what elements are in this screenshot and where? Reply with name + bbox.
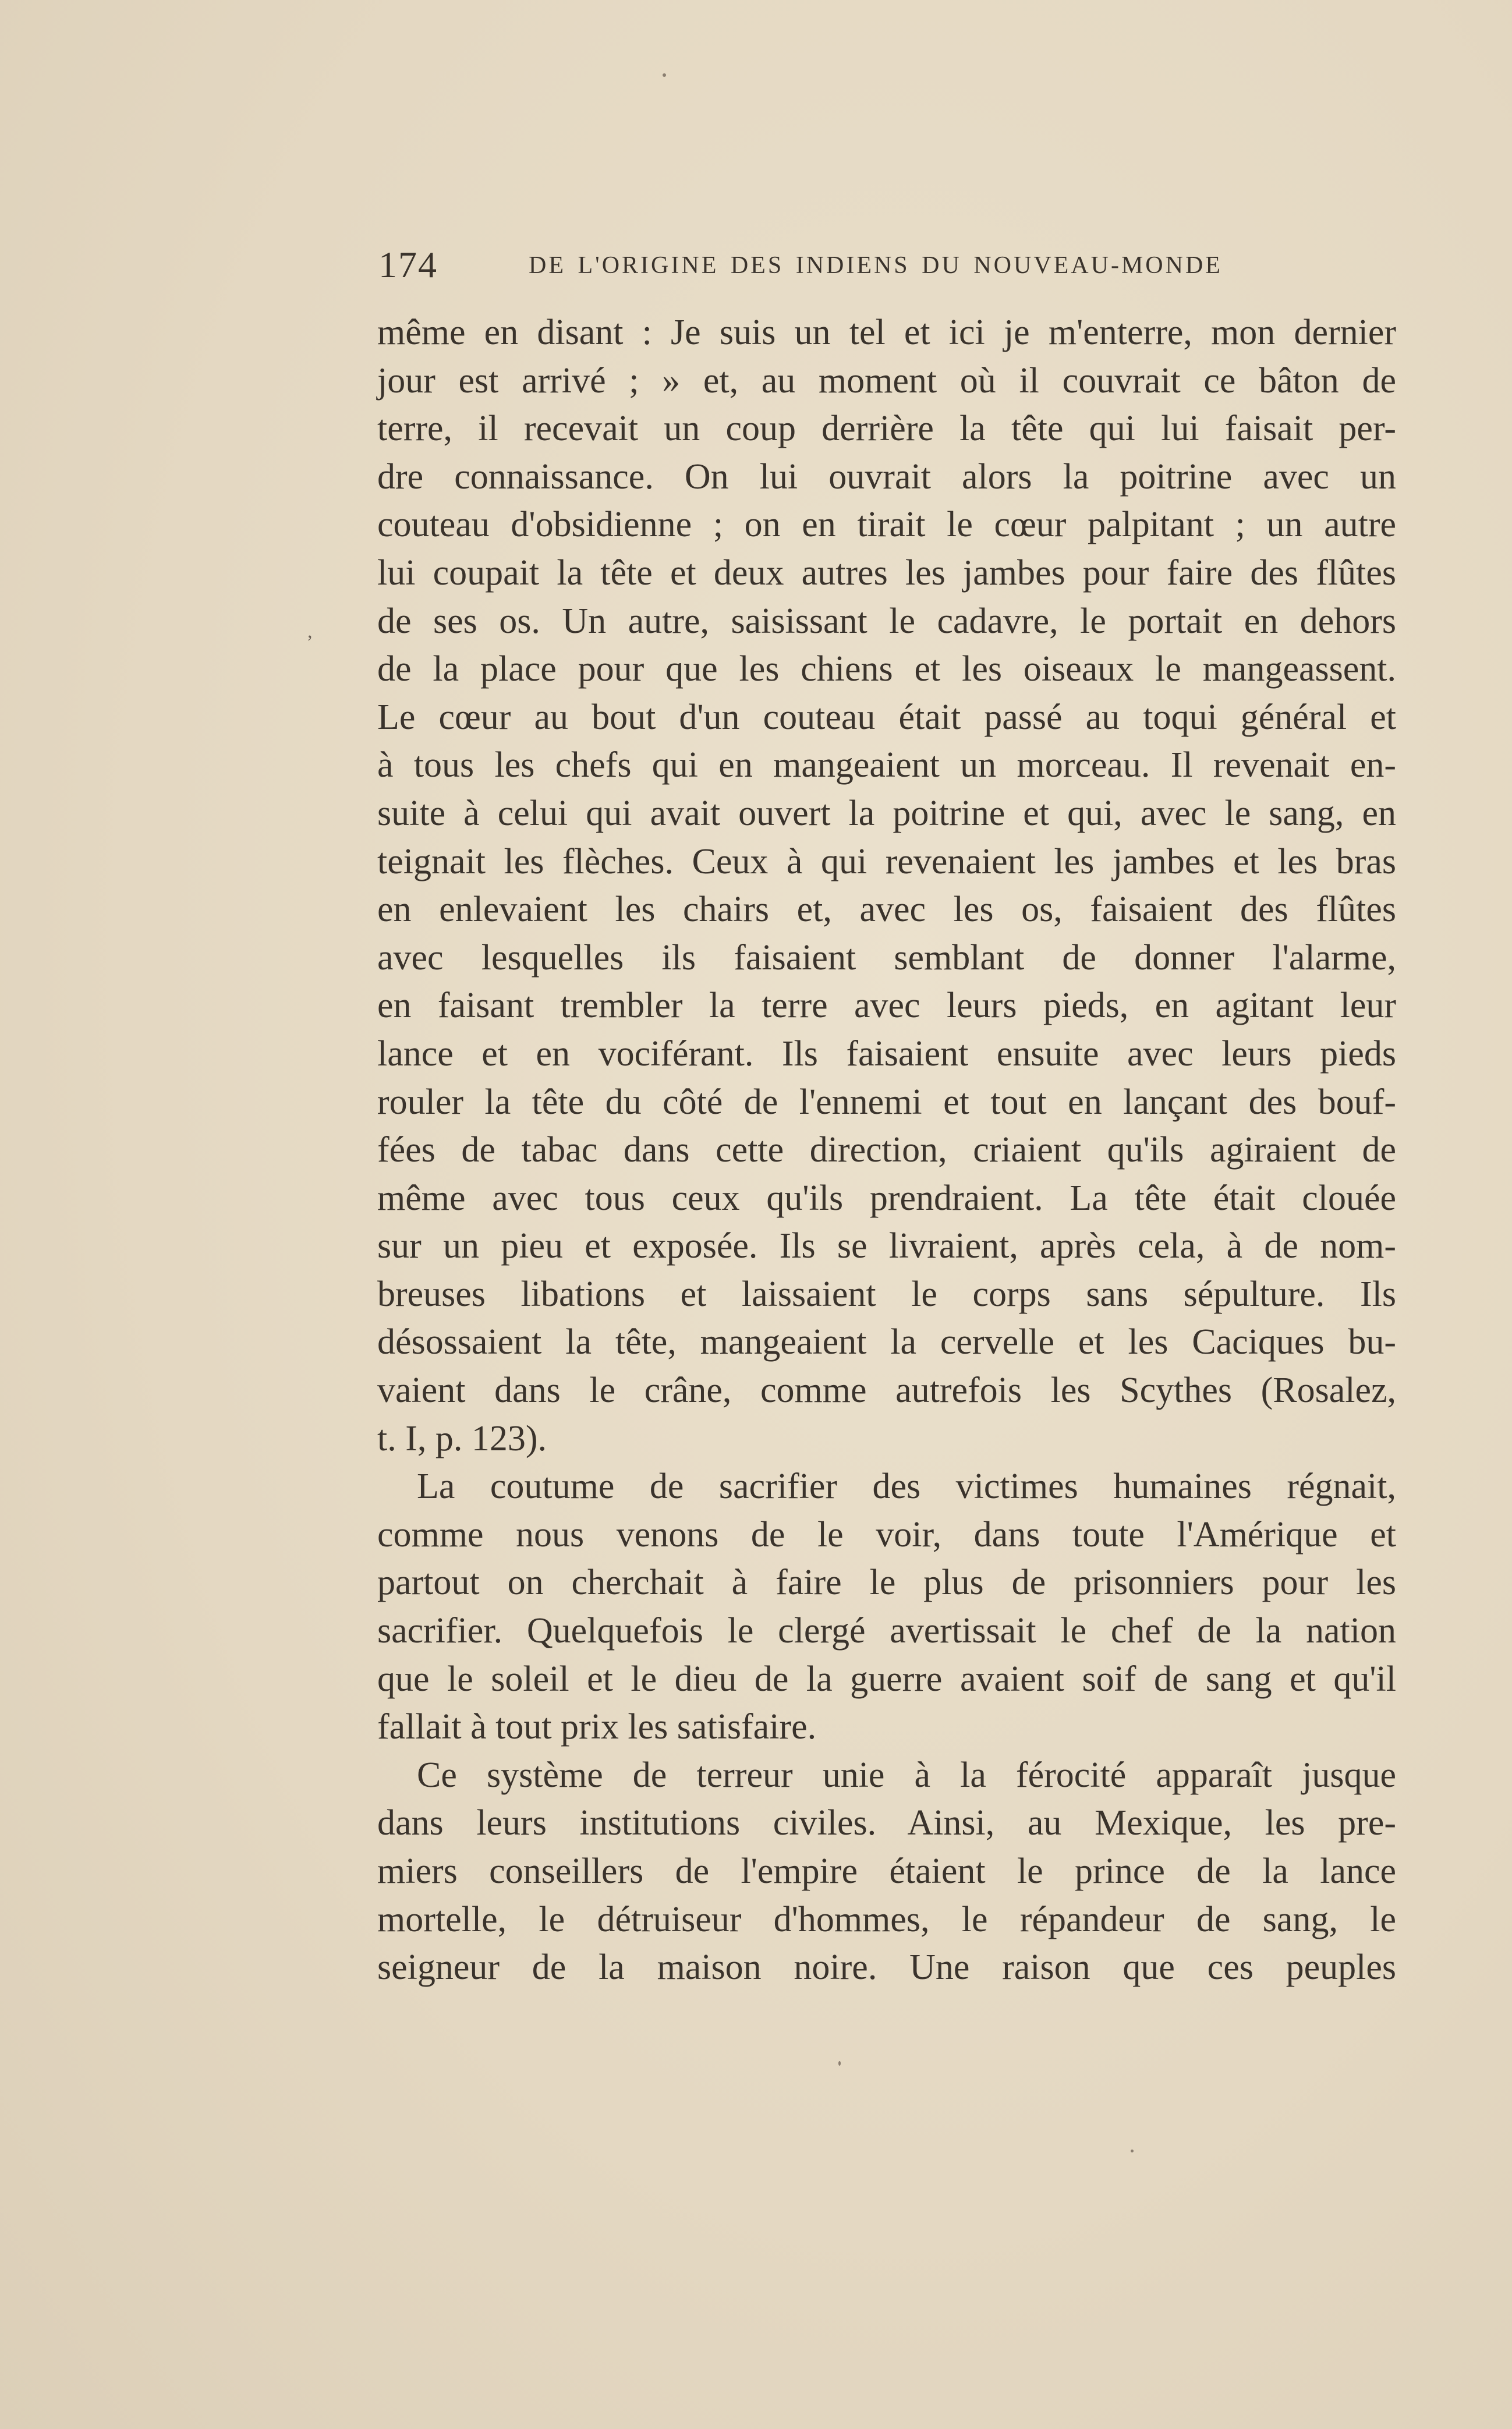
text-line: vaient dans le crâne, comme autrefois les Scythes (Rosalez, (377, 1371, 1396, 1411)
text-line: lui coupait la tête et deux autres les jambes pour faire des flûtes (377, 553, 1396, 593)
text-line: miers conseillers de l'empire étaient le prince de la lance (377, 1851, 1396, 1891)
text-line: t. I, p. 123). (377, 1418, 547, 1458)
paper-speck (838, 2061, 841, 2066)
text-line: comme nous venons de le voir, dans toute l'Amérique et (377, 1514, 1396, 1555)
text-line: Ce système de terreur unie à la férocité apparaît jusque (417, 1755, 1396, 1795)
text-line: de ses os. Un autre, saisissant le cadavre, le portait en dehors (377, 601, 1396, 641)
text-line: jour est arrivé ; » et, au moment où il couvrait ce bâton de (377, 360, 1396, 401)
text-line: même en disant : Je suis un tel et ici je m'enterre, mon dernier (377, 313, 1396, 352)
margin-mark: , (307, 621, 313, 642)
body-text (377, 309, 1396, 1992)
text-line: à tous les chefs qui en mangeaient un morceau. Il revenait en- (377, 745, 1396, 785)
text-line: suite à celui qui avait ouvert la poitrine et qui, avec le sang, en (377, 793, 1396, 833)
text-line: que le soleil et le dieu de la guerre avaient soif de sang et qu'il (377, 1659, 1396, 1699)
text-line: couteau d'obsidienne ; on en tirait le cœur palpitant ; un autre (377, 505, 1396, 545)
text-line: désossaient la tête, mangeaient la cervelle et les Caciques bu- (377, 1322, 1396, 1362)
text-line: mortelle, le détruiseur d'hommes, le répandeur de sang, le (377, 1899, 1396, 1939)
running-title: DE L'ORIGINE DES INDIENS DU NOUVEAU-MONDE (529, 252, 1223, 279)
text-line: fallait à tout prix les satisfaire. (377, 1707, 817, 1747)
text-line: breuses libations et laissaient le corps sans sépulture. Ils (377, 1274, 1396, 1314)
running-head (378, 243, 1397, 290)
text-line: fées de tabac dans cette direction, criaient qu'ils agiraient de (377, 1130, 1396, 1170)
page-number: 174 (378, 244, 438, 285)
text-line: dans leurs institutions civiles. Ainsi, au Mexique, les pre- (377, 1803, 1396, 1843)
text-line: en enlevaient les chairs et, avec les os, faisaient des flûtes (377, 890, 1396, 930)
text-line: de la place pour que les chiens et les oiseaux le mangeassent. (377, 649, 1396, 689)
text-line: dre connaissance. On lui ouvrait alors la poitrine avec un (377, 456, 1396, 497)
text-line: La coutume de sacrifier des victimes humaines régnait, (417, 1467, 1396, 1507)
text-line: même avec tous ceux qu'ils prendraient. La tête était clouée (377, 1178, 1396, 1218)
text-line: terre, il recevait un coup derrière la tête qui lui faisait per- (377, 409, 1396, 449)
text-line: teignait les flèches. Ceux à qui revenaient les jambes et les bras (377, 841, 1396, 881)
text-line: sur un pieu et exposée. Ils se livraient, après cela, à de nom- (377, 1226, 1396, 1266)
text-line: en faisant trembler la terre avec leurs pieds, en agitant leur (377, 986, 1396, 1026)
text-line: lance et en vociférant. Ils faisaient ensuite avec leurs pieds (377, 1033, 1396, 1074)
text-line: seigneur de la maison noire. Une raison que ces peuples (377, 1948, 1396, 1988)
text-line: avec lesquelles ils faisaient semblant de donner l'alarme, (377, 937, 1396, 978)
text-line: partout on cherchait à faire le plus de prisonniers pour les (377, 1563, 1396, 1603)
paper-speck (1131, 2150, 1134, 2152)
paper-speck (663, 73, 666, 77)
text-line: rouler la tête du côté de l'ennemi et tout en lançant des bouf- (377, 1082, 1396, 1122)
text-line: sacrifier. Quelquefois le clergé avertissait le chef de la nation (377, 1611, 1396, 1651)
text-line: Le cœur au bout d'un couteau était passé au toqui général et (377, 697, 1396, 737)
